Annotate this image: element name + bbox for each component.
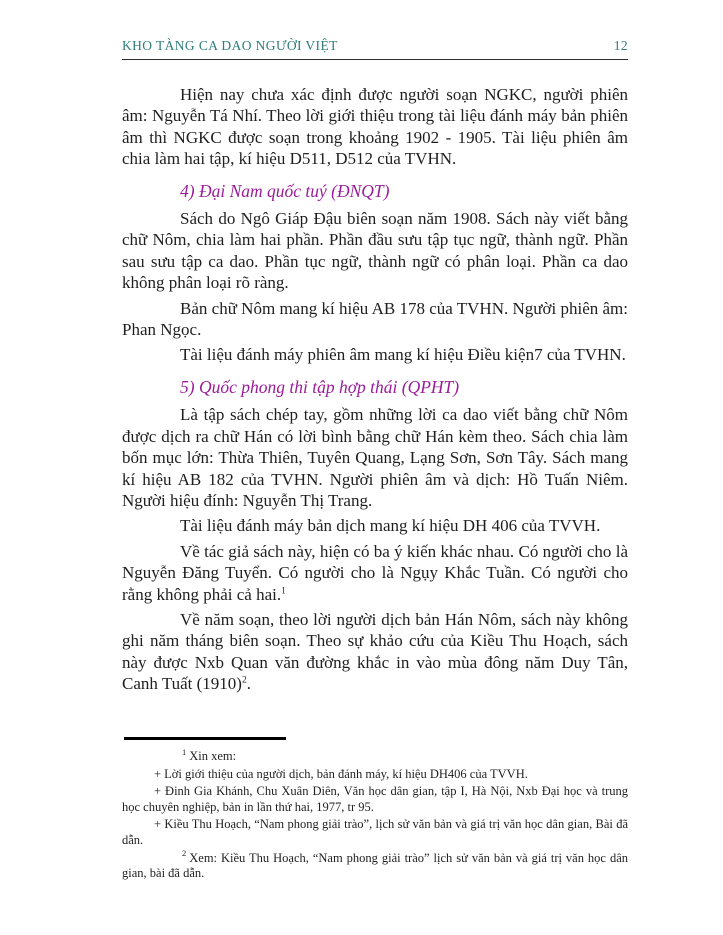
page-number: 12: [613, 38, 628, 53]
footnote-separator: [124, 737, 286, 740]
paragraph: [122, 609, 628, 695]
paragraph-text: Về năm soạn, theo lời người dịch bản Hán Nôm, sách này không ghi năm tháng biên soạn. Theo sự khảo cứu của Kiều Thu Hoạch, sách này được Nxb Quan văn đường khắc in vào mùa đông năm Duy Tân, Canh Tuất (1910): [122, 609, 628, 694]
paragraph: Là tập sách chép tay, gồm những lời ca dao viết bằng chữ Nôm được dịch ra chữ Hán có lời bình bằng chữ Hán kèm theo. Sách chia làm bốn mục lớn: Thừa Thiên, Tuyên Quang, Lạng Sơn, Sơn Tây. Sách mang kí hiệu AB 182 của TVHN. Người phiên âm và dịch: Hồ Tuấn Niêm. Người hiệu đính: Nguyễn Thị Trang.: [122, 405, 628, 510]
paragraph: [122, 541, 628, 605]
section-heading-4: 4) Đại Nam quốc tuý (ĐNQT): [180, 180, 390, 201]
body-text: [122, 84, 628, 695]
footnote: + Kiều Thu Hoạch, “Nam phong giải trào”, lịch sử văn bản và giá trị văn học dân gian, Bài đã dẫn.: [122, 817, 628, 847]
paragraph: Hiện nay chưa xác định được người soạn NGKC, người phiên âm: Nguyễn Tá Nhí. Theo lời giới thiệu trong tài liệu đánh máy bản phiên âm thì NGKC được soạn trong khoảng 1902 - 1905. Tài liệu phiên âm chia làm hai tập, kí hiệu D511, D512 của TVHN.: [122, 85, 628, 169]
book-title: KHO TÀNG CA DAO NGƯỜI VIỆT: [122, 38, 338, 53]
paragraph: Tài liệu đánh máy phiên âm mang kí hiệu Điều kiện7 của TVHN.: [180, 345, 626, 365]
paragraph: Tài liệu đánh máy bản dịch mang kí hiệu DH 406 của TVVH.: [180, 516, 601, 536]
footnote: + Đinh Gia Khánh, Chu Xuân Diên, Văn học dân gian, tập I, Hà Nội, Nxb Đại học và trung học chuyên nghiệp, bản in lần thứ hai, 1977, tr 95.: [122, 784, 628, 814]
section-heading-5: 5) Quốc phong thi tập hợp thái (QPHT): [180, 376, 460, 397]
footnote-reference-2: 2: [241, 675, 247, 686]
footnote-marker-2: 2: [182, 848, 187, 859]
paragraph-text: Về tác giả sách này, hiện có ba ý kiến khác nhau. Có người cho là Nguyễn Đăng Tuyển. Có người cho là Ngụy Khắc Tuần. Có người cho rằng không phải cả hai.: [122, 541, 628, 604]
running-header: [122, 38, 628, 60]
footnote: + Lời giới thiệu của người dịch, bản đánh máy, kí hiệu DH406 của TVVH.: [154, 766, 528, 781]
paragraph-text: .: [246, 674, 251, 694]
footnotes-section: [122, 737, 628, 882]
footnote: [122, 848, 628, 882]
footnote: [122, 746, 628, 765]
footnote-reference-1: 1: [281, 585, 286, 596]
footnote-text: Xin xem:: [189, 749, 237, 763]
footnote-marker-1: 1: [182, 746, 187, 757]
paragraph: Bản chữ Nôm mang kí hiệu AB 178 của TVHN. Người phiên âm: Phan Ngọc.: [122, 298, 628, 340]
footnote-text: Xem: Kiều Thu Hoạch, “Nam phong giải trào” lịch sử văn bản và giá trị văn học dân gian, bài đã dẫn.: [122, 850, 628, 881]
paragraph: Sách do Ngô Giáp Đậu biên soạn năm 1908. Sách này viết bằng chữ Nôm, chia làm hai phần. Phần đầu sưu tập tục ngữ, thành ngữ. Phần sau sưu tập ca dao. Phần tục ngữ, thành ngữ có phân loại. Phần ca dao không phân loại rõ ràng.: [122, 209, 628, 293]
